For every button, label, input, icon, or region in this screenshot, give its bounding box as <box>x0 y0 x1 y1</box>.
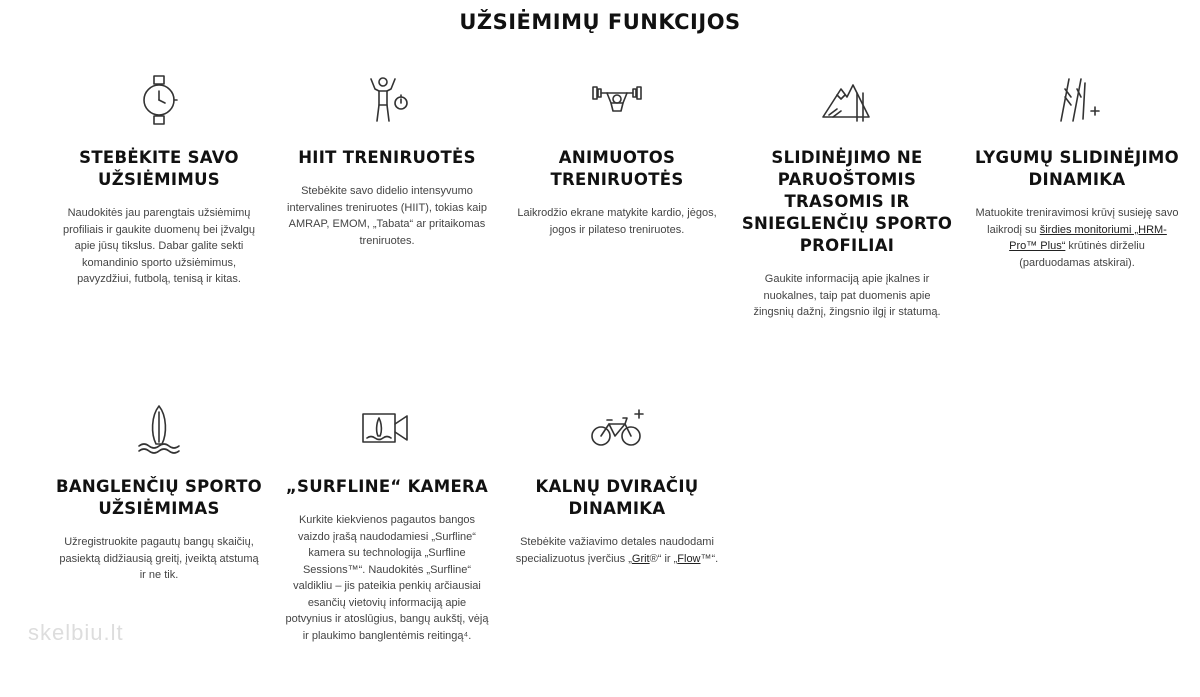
feature-mountain-bike <box>501 404 733 567</box>
feature-description <box>501 534 733 567</box>
feature-description: Laikrodžio ekrane matykite kardio, jėgos, jogos ir pilateso treniruotes. <box>517 207 717 236</box>
feature-title: SLIDINĖJIMO NE PARUOŠTOMIS TRASOMIS IR SNIEGLENČIŲ SPORTO PROFILIAI <box>741 148 953 255</box>
feature-description: Gaukite informaciją apie įkalnes ir nuokalnes, taip pat duomenis apie žingsnių dažnį, žingsnio ilgį ir statumą. <box>753 273 941 318</box>
watermark: skelbiu.lt <box>28 620 124 645</box>
feature-title: „SURFLINE“ KAMERA <box>285 477 489 496</box>
feature-description: Naudokitės jau parengtais užsiėmimų profiliais ir gaukite duomenų bei įžvalgų apie jūsų tikslus. Dabar galite sekti komandinio sporto užsiėmimus, pavyzdžiui, futbolą, tenisą ir kitas. <box>63 207 255 285</box>
grit-link[interactable]: Grit <box>631 552 650 565</box>
cross-country-ski-icon <box>1047 75 1107 125</box>
description-text: ™“. <box>700 552 719 565</box>
mountain-bike-icon <box>587 404 647 454</box>
mountain-ski-icon <box>817 75 877 125</box>
watch-icon <box>129 75 189 125</box>
description-text: Stebėkite važiavimo detales naudodami specializuotus įverčius „ <box>515 536 714 565</box>
feature-title: STEBĖKITE SAVO UŽSIĖMIMUS <box>79 148 239 189</box>
description-text: Matuokite treniravimosi krūvį susieję savo laikrodį su <box>975 207 1179 236</box>
surfboard-icon <box>129 404 189 454</box>
surf-camera-icon <box>357 404 417 454</box>
feature-description: Stebėkite savo didelio intensyvumo intervalines treniruotes (HIIT), tokias kaip AMRAP, EMOM, „Tabata“ ar pritaikomas treniruotes. <box>287 185 487 247</box>
description-text: krūtinės dirželiu (parduodamas atskirai). <box>1019 240 1145 269</box>
flow-link[interactable]: Flow <box>677 552 701 565</box>
weightlifting-icon <box>587 75 647 125</box>
feature-title: LYGUMŲ SLIDINĖJIMO DINAMIKA <box>975 148 1179 189</box>
feature-surfline-camera <box>271 404 503 644</box>
feature-cross-country-ski <box>961 75 1193 271</box>
hiit-figure-icon <box>357 75 417 125</box>
heart-rate-monitor-link[interactable]: širdies monitoriumi „HRM-Pro™ Plus“ <box>1009 223 1167 252</box>
description-text: ®“ ir „ <box>649 552 678 565</box>
feature-surfing <box>43 404 275 584</box>
feature-title: HIIT TRENIRUOTĖS <box>298 148 476 167</box>
feature-title: KALNŲ DVIRAČIŲ DINAMIKA <box>535 477 699 518</box>
feature-title: ANIMUOTOS TRENIRUOTĖS <box>550 148 684 189</box>
feature-hiit <box>271 75 503 249</box>
feature-description <box>961 205 1193 271</box>
feature-animated-workouts <box>501 75 733 238</box>
feature-backcountry-ski <box>731 75 963 321</box>
feature-description: Užregistruokite pagautų bangų skaičių, pasiektą didžiausią greitį, įveiktą atstumą ir ne tik. <box>59 536 259 581</box>
feature-title: BANGLENČIŲ SPORTO UŽSIĖMIMAS <box>55 477 263 518</box>
page-title: UŽSIĖMIMŲ FUNKCIJOS <box>459 10 741 34</box>
feature-description: Kurkite kiekvienos pagautos bangos vaizdo įrašą naudodamiesi „Surfline“ kamera su technologija „Surfline Sessions™“. Naudokitės „Surfline“ valdikliu – jis pateikia penkių arčiausiai esančių vietovių informaciją apie potvynius ir atoslūgius, bangų aukštį, vėją ir plaukimo banglentėmis reitingą⁴. <box>285 514 489 642</box>
feature-track-activities <box>43 75 275 288</box>
